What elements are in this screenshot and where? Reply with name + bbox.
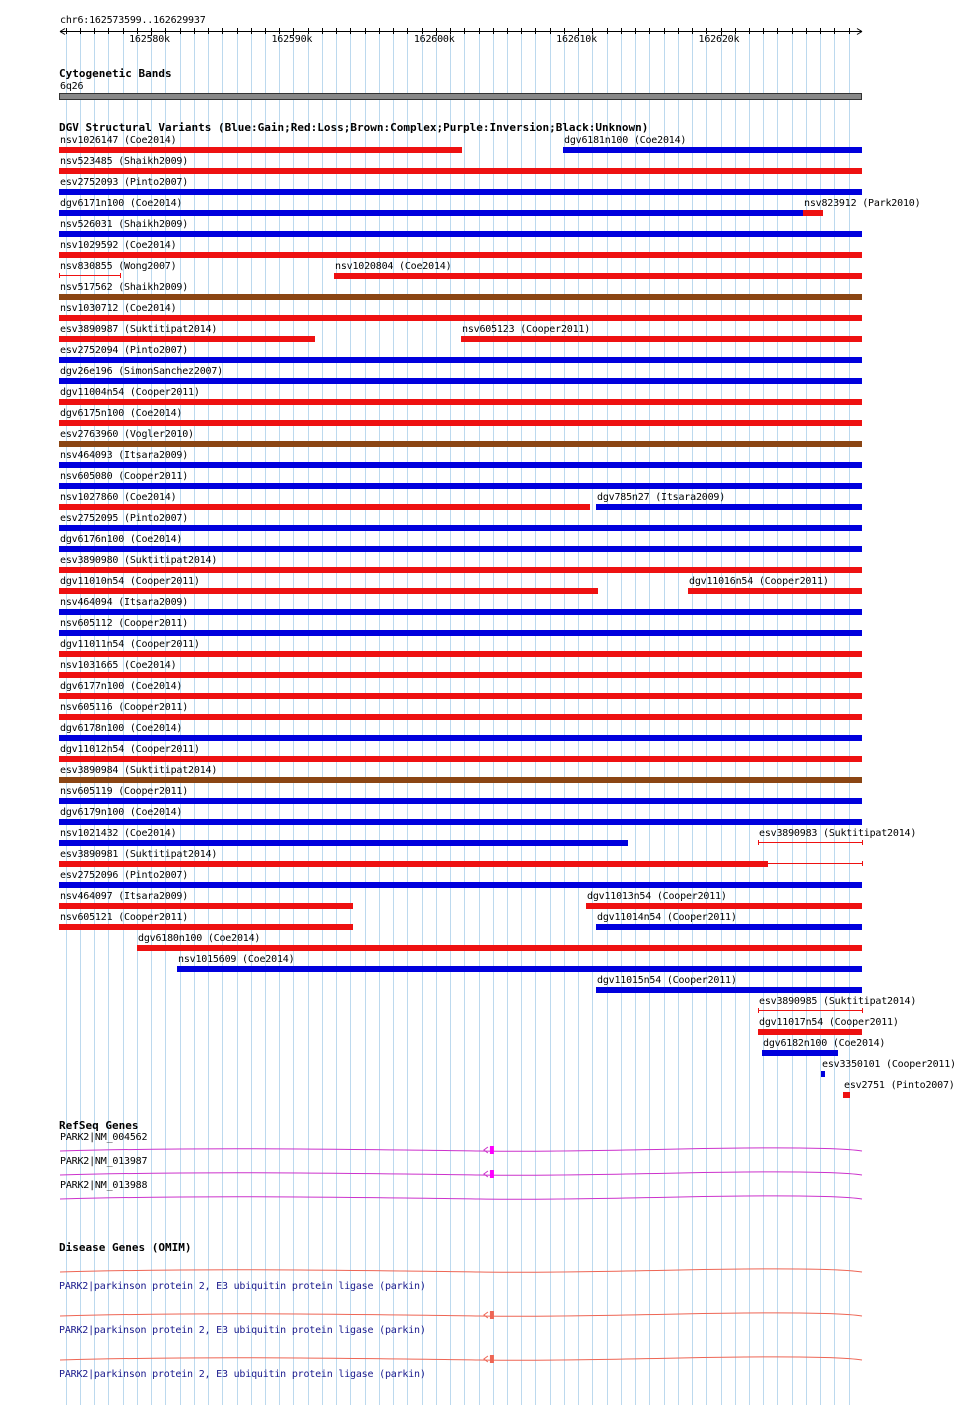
variant-label[interactable]: dgv11014n54 (Cooper2011) bbox=[597, 912, 737, 923]
variant-label[interactable]: nsv1020804 (Coe2014) bbox=[335, 261, 452, 272]
variant-label[interactable]: nsv605123 (Cooper2011) bbox=[462, 324, 591, 335]
variant-label[interactable]: dgv6175n100 (Coe2014) bbox=[60, 408, 183, 419]
variant-label[interactable]: dgv6182n100 (Coe2014) bbox=[763, 1038, 886, 1049]
variant-label[interactable]: esv2763960 (Vogler2010) bbox=[60, 429, 194, 440]
cytoband-label: 6q26 bbox=[60, 81, 84, 92]
variant-label[interactable]: nsv1021432 (Coe2014) bbox=[60, 828, 177, 839]
variant-label[interactable]: esv3890981 (Suktitipat2014) bbox=[60, 849, 218, 860]
variant-label[interactable]: esv3890987 (Suktitipat2014) bbox=[60, 324, 218, 335]
location-label: chr6:162573599..162629937 bbox=[60, 15, 206, 26]
omim-track-title: Disease Genes (OMIM) bbox=[59, 1241, 192, 1254]
refseq-track-title: RefSeq Genes bbox=[59, 1119, 139, 1132]
variant-label[interactable]: dgv11011n54 (Cooper2011) bbox=[60, 639, 200, 650]
variant-label[interactable]: esv2752094 (Pinto2007) bbox=[60, 345, 189, 356]
variant-label[interactable]: esv3890983 (Suktitipat2014) bbox=[759, 828, 917, 839]
variant-label[interactable]: nsv1031665 (Coe2014) bbox=[60, 660, 177, 671]
strand-arrow-icon bbox=[484, 1171, 488, 1177]
omim-gene-label[interactable]: PARK2|parkinson protein 2, E3 ubiquitin protein ligase (parkin) bbox=[59, 1281, 426, 1292]
variant-label[interactable]: dgv11017n54 (Cooper2011) bbox=[759, 1017, 899, 1028]
refseq-gene-model bbox=[60, 1196, 862, 1199]
variant-label[interactable]: nsv464093 (Itsara2009) bbox=[60, 450, 189, 461]
scale-tick-label: 162590k bbox=[271, 34, 313, 45]
variant-label[interactable]: esv3350101 (Cooper2011) bbox=[822, 1059, 956, 1070]
variant-label[interactable]: dgv6171n100 (Coe2014) bbox=[60, 198, 183, 209]
strand-arrow-icon bbox=[484, 1147, 488, 1153]
variant-label[interactable]: esv3890985 (Suktitipat2014) bbox=[759, 996, 917, 1007]
omim-gene-label[interactable]: PARK2|parkinson protein 2, E3 ubiquitin protein ligase (parkin) bbox=[59, 1325, 426, 1336]
refseq-gene-label[interactable]: PARK2|NM_013987 bbox=[60, 1156, 148, 1167]
variant-label[interactable]: nsv605121 (Cooper2011) bbox=[60, 912, 189, 923]
variant-label[interactable]: dgv11012n54 (Cooper2011) bbox=[60, 744, 200, 755]
variant-label[interactable]: nsv823912 (Park2010) bbox=[804, 198, 921, 209]
variant-label[interactable]: esv2752095 (Pinto2007) bbox=[60, 513, 189, 524]
variant-label[interactable]: dgv11015n54 (Cooper2011) bbox=[597, 975, 737, 986]
variant-label[interactable]: nsv830855 (Wong2007) bbox=[60, 261, 177, 272]
scale-tick-label: 162600k bbox=[413, 34, 455, 45]
variant-label[interactable]: nsv605080 (Cooper2011) bbox=[60, 471, 189, 482]
variant-label[interactable]: nsv1030712 (Coe2014) bbox=[60, 303, 177, 314]
variant-label[interactable]: dgv11013n54 (Cooper2011) bbox=[587, 891, 727, 902]
exon-block bbox=[490, 1146, 494, 1154]
omim-gene-model bbox=[60, 1357, 862, 1360]
variant-label[interactable]: dgv6176n100 (Coe2014) bbox=[60, 534, 183, 545]
strand-arrow-icon bbox=[484, 1356, 488, 1362]
exon-block bbox=[490, 1170, 494, 1178]
variant-label[interactable]: esv2752096 (Pinto2007) bbox=[60, 870, 189, 881]
omim-gene-label[interactable]: PARK2|parkinson protein 2, E3 ubiquitin protein ligase (parkin) bbox=[59, 1369, 426, 1380]
variant-label[interactable]: dgv6178n100 (Coe2014) bbox=[60, 723, 183, 734]
variant-label[interactable]: dgv785n27 (Itsara2009) bbox=[597, 492, 726, 503]
variant-label[interactable]: dgv11004n54 (Cooper2011) bbox=[60, 387, 200, 398]
variant-label[interactable]: esv3890984 (Suktitipat2014) bbox=[60, 765, 218, 776]
variant-label[interactable]: nsv1026147 (Coe2014) bbox=[60, 135, 177, 146]
variant-label[interactable]: nsv526031 (Shaikh2009) bbox=[60, 219, 189, 230]
variant-label[interactable]: dgv11010n54 (Cooper2011) bbox=[60, 576, 200, 587]
variant-label[interactable]: dgv26e196 (SimonSanchez2007) bbox=[60, 366, 223, 377]
variant-label[interactable]: esv3890980 (Suktitipat2014) bbox=[60, 555, 218, 566]
variant-label[interactable]: nsv605116 (Cooper2011) bbox=[60, 702, 189, 713]
variant-label[interactable]: esv2752093 (Pinto2007) bbox=[60, 177, 189, 188]
refseq-gene-label[interactable]: PARK2|NM_004562 bbox=[60, 1132, 148, 1143]
exon-block bbox=[490, 1355, 494, 1363]
variant-label[interactable]: nsv1029592 (Coe2014) bbox=[60, 240, 177, 251]
variant-label[interactable]: nsv523485 (Shaikh2009) bbox=[60, 156, 189, 167]
variant-label[interactable]: nsv605119 (Cooper2011) bbox=[60, 786, 189, 797]
exon-block bbox=[490, 1311, 494, 1319]
dgv-track-title: DGV Structural Variants (Blue:Gain;Red:Loss;Brown:Complex;Purple:Inversion;Black:Unknown) bbox=[59, 121, 649, 134]
scale-tick-label: 162580k bbox=[129, 34, 170, 45]
refseq-gene-label[interactable]: PARK2|NM_013988 bbox=[60, 1180, 148, 1191]
variant-label[interactable]: nsv464097 (Itsara2009) bbox=[60, 891, 189, 902]
variant-label[interactable]: dgv11016n54 (Cooper2011) bbox=[689, 576, 829, 587]
variant-label[interactable]: nsv517562 (Shaikh2009) bbox=[60, 282, 189, 293]
variant-label[interactable]: dgv6180n100 (Coe2014) bbox=[138, 933, 261, 944]
variant-label[interactable]: nsv1027860 (Coe2014) bbox=[60, 492, 177, 503]
variant-label[interactable]: nsv605112 (Cooper2011) bbox=[60, 618, 189, 629]
refseq-gene-model bbox=[60, 1148, 862, 1151]
strand-arrow-icon bbox=[484, 1312, 488, 1318]
scale-tick-label: 162610k bbox=[556, 34, 597, 45]
variant-label[interactable]: nsv1015609 (Coe2014) bbox=[178, 954, 295, 965]
cytoband-track-title: Cytogenetic Bands bbox=[59, 67, 172, 80]
scale-tick-label: 162620k bbox=[698, 34, 740, 45]
variant-label[interactable]: esv2751 (Pinto2007) bbox=[844, 1080, 955, 1091]
variant-label[interactable]: dgv6179n100 (Coe2014) bbox=[60, 807, 183, 818]
omim-gene-model bbox=[60, 1269, 862, 1272]
variant-label[interactable]: dgv6177n100 (Coe2014) bbox=[60, 681, 183, 692]
variant-label[interactable]: dgv6181n100 (Coe2014) bbox=[564, 135, 687, 146]
refseq-gene-model bbox=[60, 1172, 862, 1175]
variant-label[interactable]: nsv464094 (Itsara2009) bbox=[60, 597, 189, 608]
omim-gene-model bbox=[60, 1313, 862, 1316]
